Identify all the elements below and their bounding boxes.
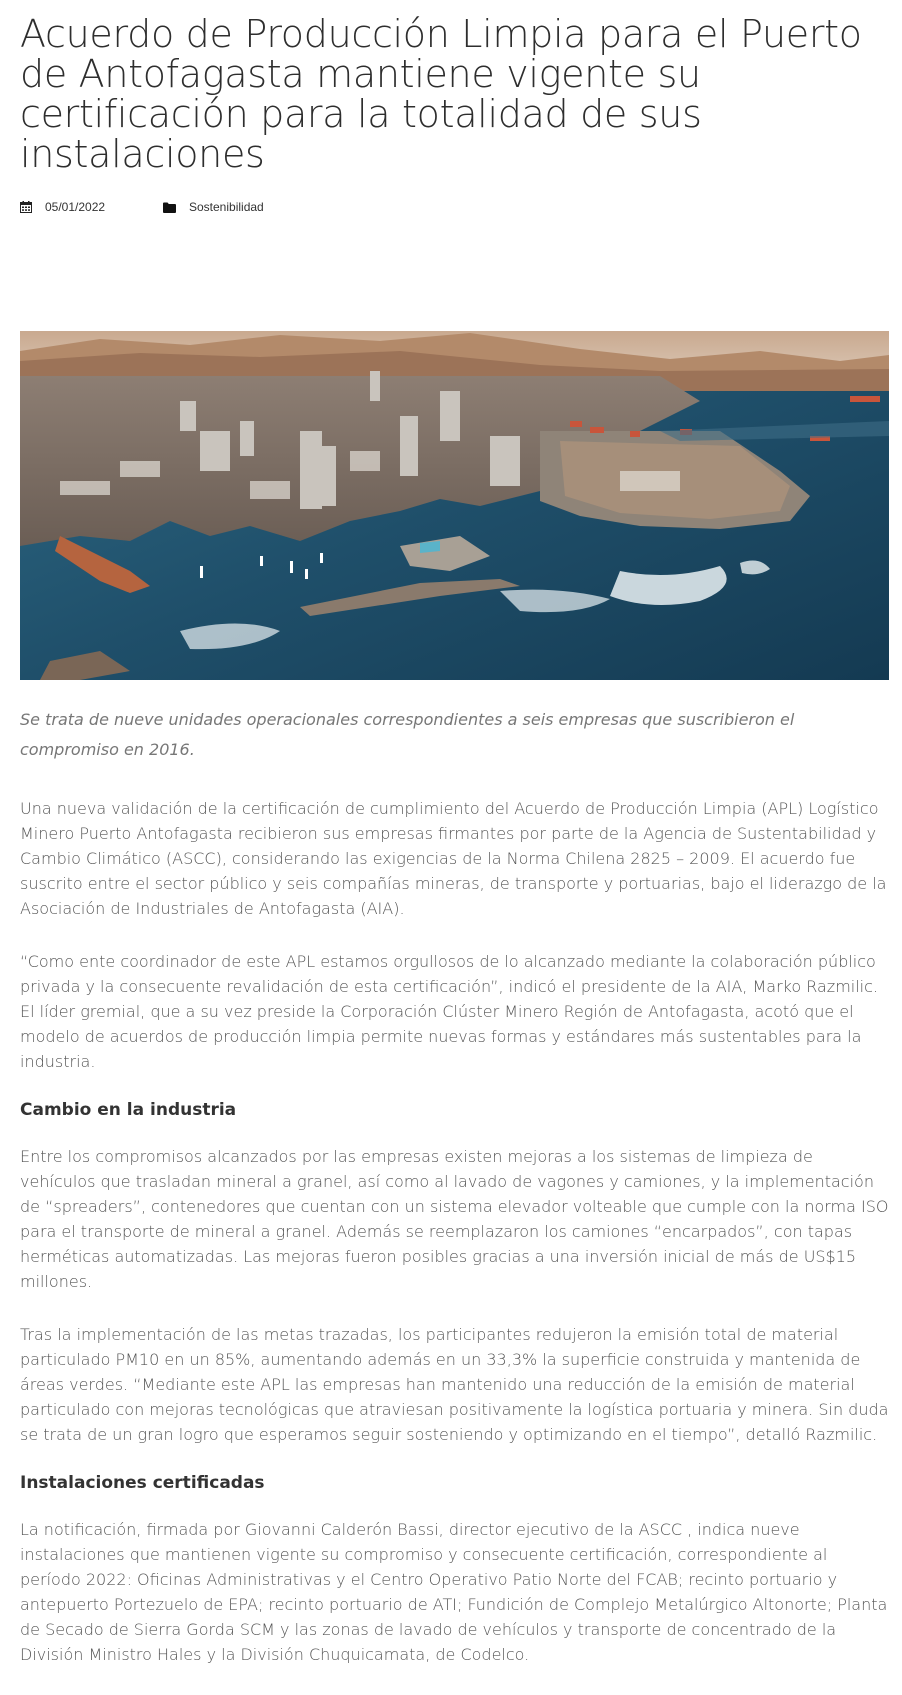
article — [20, 0, 890, 1664]
body-paragraph-2: “Como ente coordinador de este APL estamos orgullosos de lo alcanzado mediante la colaboración público privada y la consecuente revalidación de esta certificación”, indicó el presidente de la AIA, Marko Razmilic. El líder gremial, que a su vez preside la Corporación Clúster Minero Región de Antofagasta, acotó que el modelo de acuerdos de producción limpia permite nuevas formas y estándares más sustentables para la industria. — [20, 952, 878, 1071]
article-category[interactable] — [163, 200, 264, 214]
body-paragraph-3: Entre los compromisos alcanzados por las empresas existen mejoras a los sistemas de limpieza de vehículos que trasladan mineral a granel, así como al lavado de vagones y camiones, y la implementación de “spreaders”, contenedores que cuentan con un sistema elevador volteable que cumple con la norma ISO para el transporte de mineral a granel. Además se reemplazaron los camiones “encarpados”, con tapas herméticas automatizadas. Las mejoras fueron posibles gracias a una inversión inicial de más de US$15 millones. — [20, 1147, 889, 1291]
date-text: 05/01/2022 — [45, 200, 106, 214]
folder-icon — [163, 202, 176, 213]
calendar-icon — [20, 201, 32, 213]
category-link[interactable]: Sostenibilidad — [189, 200, 264, 214]
body-paragraph-4: Tras la implementación de las metas trazadas, los participantes redujeron la emisión total de material particulado PM10 en un 85%, aumentando además en un 33,3% la superficie construida y mantenida de áreas verdes. “Mediante este APL las empresas han mantenido una reducción de la emisión de material particulado con mejoras tecnológicas que atraviesan positivamente la logística portuaria y minera. Sin duda se trata de un gran logro que esperamos seguir sosteniendo y optimizando en el tiempo”, detalló Razmilic. — [20, 1325, 889, 1444]
image-caption: Se trata de nueve unidades operacionales correspondientes a seis empresas que suscribieron el compromiso en 2016. — [20, 710, 795, 759]
article-body — [20, 796, 890, 1695]
article-hero-image — [20, 331, 889, 680]
body-paragraph-5: La notificación, firmada por Giovanni Calderón Bassi, director ejecutivo de la ASCC , indica nueve instalaciones que mantienen vigente su compromiso y consecuente certificación, correspondiente al período 2022: Oficinas Administrativas y el Centro Operativo Patio Norte del FCAB; recinto portuario y antepuerto Portezuelo de EPA; recinto portuario de ATI; Fundición de Complejo Metalúrgico Altonorte; Planta de Secado de Sierra Gorda SCM y las zonas de lavado de vehículos y transporte de concentrado de la División Ministro Hales y la División Chuquicamata, de Codelco. — [20, 1520, 888, 1664]
body-paragraph-1: Una nueva validación de la certificación de cumplimiento del Acuerdo de Producción Limpia (APL) Logístico Minero Puerto Antofagasta recibieron sus empresas firmantes por parte de la Agencia de Sustentabilidad y Cambio Climático (ASCC), considerando las exigencias de la Norma Chilena 2825 – 2009. El acuerdo fue suscrito entre el sector público y seis compañías mineras, de transporte y portuarias, bajo el liderazgo de la Asociación de Industriales de Antofagasta (AIA). — [20, 799, 887, 918]
section-heading-cambio: Cambio en la industria — [20, 1100, 237, 1120]
article-date — [20, 200, 163, 214]
article-meta — [20, 199, 264, 215]
article-title: Acuerdo de Producción Limpia para el Puerto de Antofagasta mantiene vigente su certificación para la totalidad de sus instalaciones — [20, 12, 862, 176]
section-heading-instalaciones: Instalaciones certificadas — [20, 1473, 265, 1493]
